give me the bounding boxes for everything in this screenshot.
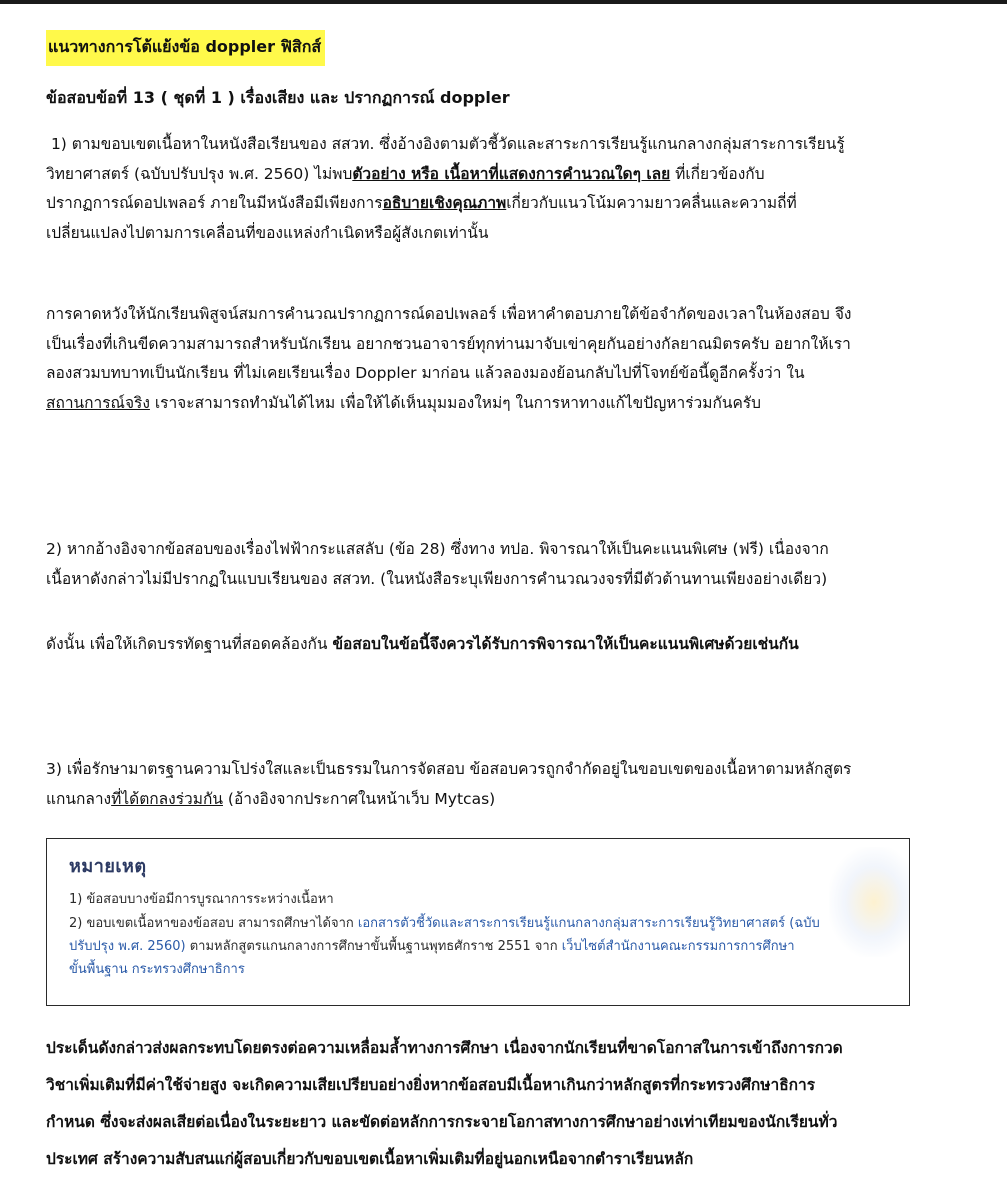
curriculum-doc-link[interactable]: เอกสารตัวชี้วัดและสาระการเรียนรู้แกนกลางกลุ่มสาระการเรียนรู้วิทยาศาสตร์ (ฉบับ bbox=[357, 916, 820, 931]
p3-line1: 2) หากอ้างอิงจากข้อสอบของเรื่องไฟฟ้ากระแสสลับ (ข้อ 28) ซึ่งทาง ทปอ. พิจารณาให้เป็นคะแนนพิเศษ (ฟรี) เนื่องจาก bbox=[46, 540, 829, 558]
paragraph-2 bbox=[46, 535, 951, 594]
conclusion-paragraph bbox=[46, 1030, 951, 1178]
curriculum-doc-link-cont[interactable]: ปรับปรุง พ.ศ. 2560) bbox=[69, 939, 186, 954]
c-line4: ประเทศ สร้างความสับสนแก่ผู้สอบเกี่ยวกับขอบเขตเนื้อหาเพิ่มเติมที่อยู่นอกเหนือจากตำราเรียนหลัก bbox=[46, 1150, 694, 1168]
p1-line2a: วิทยาศาสตร์ (ฉบับปรับปรุง พ.ศ. 2560) ไม่พบ bbox=[46, 164, 353, 183]
p1-line1: 1) ตามขอบเขตเนื้อหาในหนังสือเรียนของ สสวท. ซึ่งอ้างอิงตามตัวชี้วัดและสาระการเรียนรู้แกนกลางกลุ่มสาระการเรียนรู้ bbox=[50, 135, 845, 153]
p3-line2: เนื้อหาดังกล่าวไม่มีปรากฏในแบบเรียนของ สสวท. (ในหนังสือระบุเพียงการคำนวณวงจรที่มีตัวต้านทานเพียงอย่างเดียว) bbox=[46, 569, 828, 588]
note-item-3-text: ตามหลักสูตรแกนกลางการศึกษาขั้นพื้นฐานพุทธศักราช 2551 จาก bbox=[185, 939, 562, 954]
paragraph-3 bbox=[46, 755, 951, 814]
question-subtitle: ข้อสอบข้อที่ 13 ( ชุดที่ 1 ) เรื่องเสียง และ ปรากฏการณ์ doppler bbox=[46, 88, 510, 107]
p1-line4: เปลี่ยนแปลงไปตามการเคลื่อนที่ของแหล่งกำเนิดหรือผู้สังเกตเท่านั้น bbox=[46, 223, 489, 242]
paragraph-2b bbox=[46, 630, 951, 660]
obec-website-link-cont[interactable]: ขั้นพื้นฐาน กระทรวงศึกษาธิการ bbox=[69, 962, 245, 977]
note-title: หมายเหตุ bbox=[69, 856, 147, 877]
note-item-2 bbox=[69, 913, 849, 934]
top-border bbox=[0, 0, 1007, 4]
p4-emphasis: ข้อสอบในข้อนี้จึงควรได้รับการพิจารณาให้เป็นคะแนนพิเศษด้วยเช่นกัน bbox=[332, 635, 799, 653]
p5-line2a: แกนกลาง bbox=[46, 789, 112, 808]
p1-line2c: ที่เกี่ยวข้องกับ bbox=[670, 164, 765, 183]
p5-line2c: (อ้างอิงจากประกาศในหน้าเว็บ Mytcas) bbox=[222, 789, 496, 808]
note-item-4 bbox=[69, 959, 849, 980]
note-screenshot bbox=[46, 838, 910, 1006]
document-title: แนวทางการโต้แย้งข้อ doppler ฟิสิกส์ bbox=[46, 30, 325, 66]
c-line1: ประเด็นดังกล่าวส่งผลกระทบโดยตรงต่อความเหลื่อมล้ำทางการศึกษา เนื่องจากนักเรียนที่ขาดโอกาสในการเข้าถึงการกวด bbox=[46, 1039, 843, 1057]
note-item-3 bbox=[69, 936, 849, 957]
p2-line1: การคาดหวังให้นักเรียนพิสูจน์สมการคำนวณปรากฏการณ์ดอปเพลอร์ เพื่อหาคำตอบภายใต้ข้อจำกัดของเวลาในห้องสอบ จึง bbox=[46, 305, 852, 323]
title-wrap bbox=[46, 30, 325, 66]
p1-line3c: เกี่ยวกับแนวโน้มความยาวคลื่นและความถี่ที่ bbox=[506, 194, 797, 212]
p1-emphasis-2: อธิบายเชิงคุณภาพ bbox=[382, 194, 507, 212]
c-line2: วิชาเพิ่มเติมที่มีค่าใช้จ่ายสูง จะเกิดความเสียเปรียบอย่างยิ่งหากข้อสอบมีเนื้อหาเกินกว่าหลักสูตรที่กระทรวงศึกษาธิการ bbox=[46, 1076, 816, 1094]
p2-line2: เป็นเรื่องที่เกินขีดความสามารถสำหรับนักเรียน อยากชวนอาจารย์ทุกท่านมาจับเข่าคุยกันอย่างกัลยาณมิตรครับ อยากให้เรา bbox=[46, 334, 851, 353]
p2-line3: ลองสวมบทบาทเป็นนักเรียน ที่ไม่เคยเรียนเรื่อง Doppler มาก่อน แล้วลองมองย้อนกลับไปที่โจทย์ข้อนี้ดูอีกครั้งว่า ใน bbox=[46, 364, 805, 382]
p1-emphasis-1: ตัวอย่าง หรือ เนื้อหาที่แสดงการคำนวณใดๆ เลย bbox=[352, 164, 671, 183]
p4-line1a: ดังนั้น เพื่อให้เกิดบรรทัดฐานที่สอดคล้องกัน bbox=[46, 635, 333, 653]
note-item-1: 1) ข้อสอบบางข้อมีการบูรณาการระหว่างเนื้อหา bbox=[69, 892, 334, 907]
p5-line1: 3) เพื่อรักษามาตรฐานความโปร่งใสและเป็นธรรมในการจัดสอบ ข้อสอบควรถูกจำกัดอยู่ในขอบเขตของเนื้อหาตามหลักสูตร bbox=[46, 760, 852, 778]
p2-underline: สถานการณ์จริง bbox=[46, 393, 150, 412]
p1-line3a: ปรากฏการณ์ดอปเพลอร์ ภายในมีหนังสือมีเพียงการ bbox=[46, 194, 383, 212]
note-item-2-text: 2) ขอบเขตเนื้อหาของข้อสอบ สามารถศึกษาได้จาก bbox=[69, 916, 358, 931]
obec-website-link[interactable]: เว็บไซต์สำนักงานคณะกรรมการการศึกษา bbox=[561, 939, 795, 954]
paragraph-1 bbox=[46, 130, 951, 248]
p2-line4b: เราจะสามารถทำมันได้ไหม เพื่อให้ได้เห็นมุมมองใหม่ๆ ในการหาทางแก้ไขปัญหาร่วมกันครับ bbox=[149, 393, 761, 412]
p5-underline: ที่ได้ตกลงร่วมกัน bbox=[111, 789, 223, 808]
paragraph-1b bbox=[46, 300, 951, 418]
c-line3: กำหนด ซึ่งจะส่งผลเสียต่อเนื่องในระยะยาว และขัดต่อหลักการกระจายโอกาสทางการศึกษาอย่างเท่าเทียมของนักเรียนทั่ว bbox=[46, 1113, 838, 1131]
